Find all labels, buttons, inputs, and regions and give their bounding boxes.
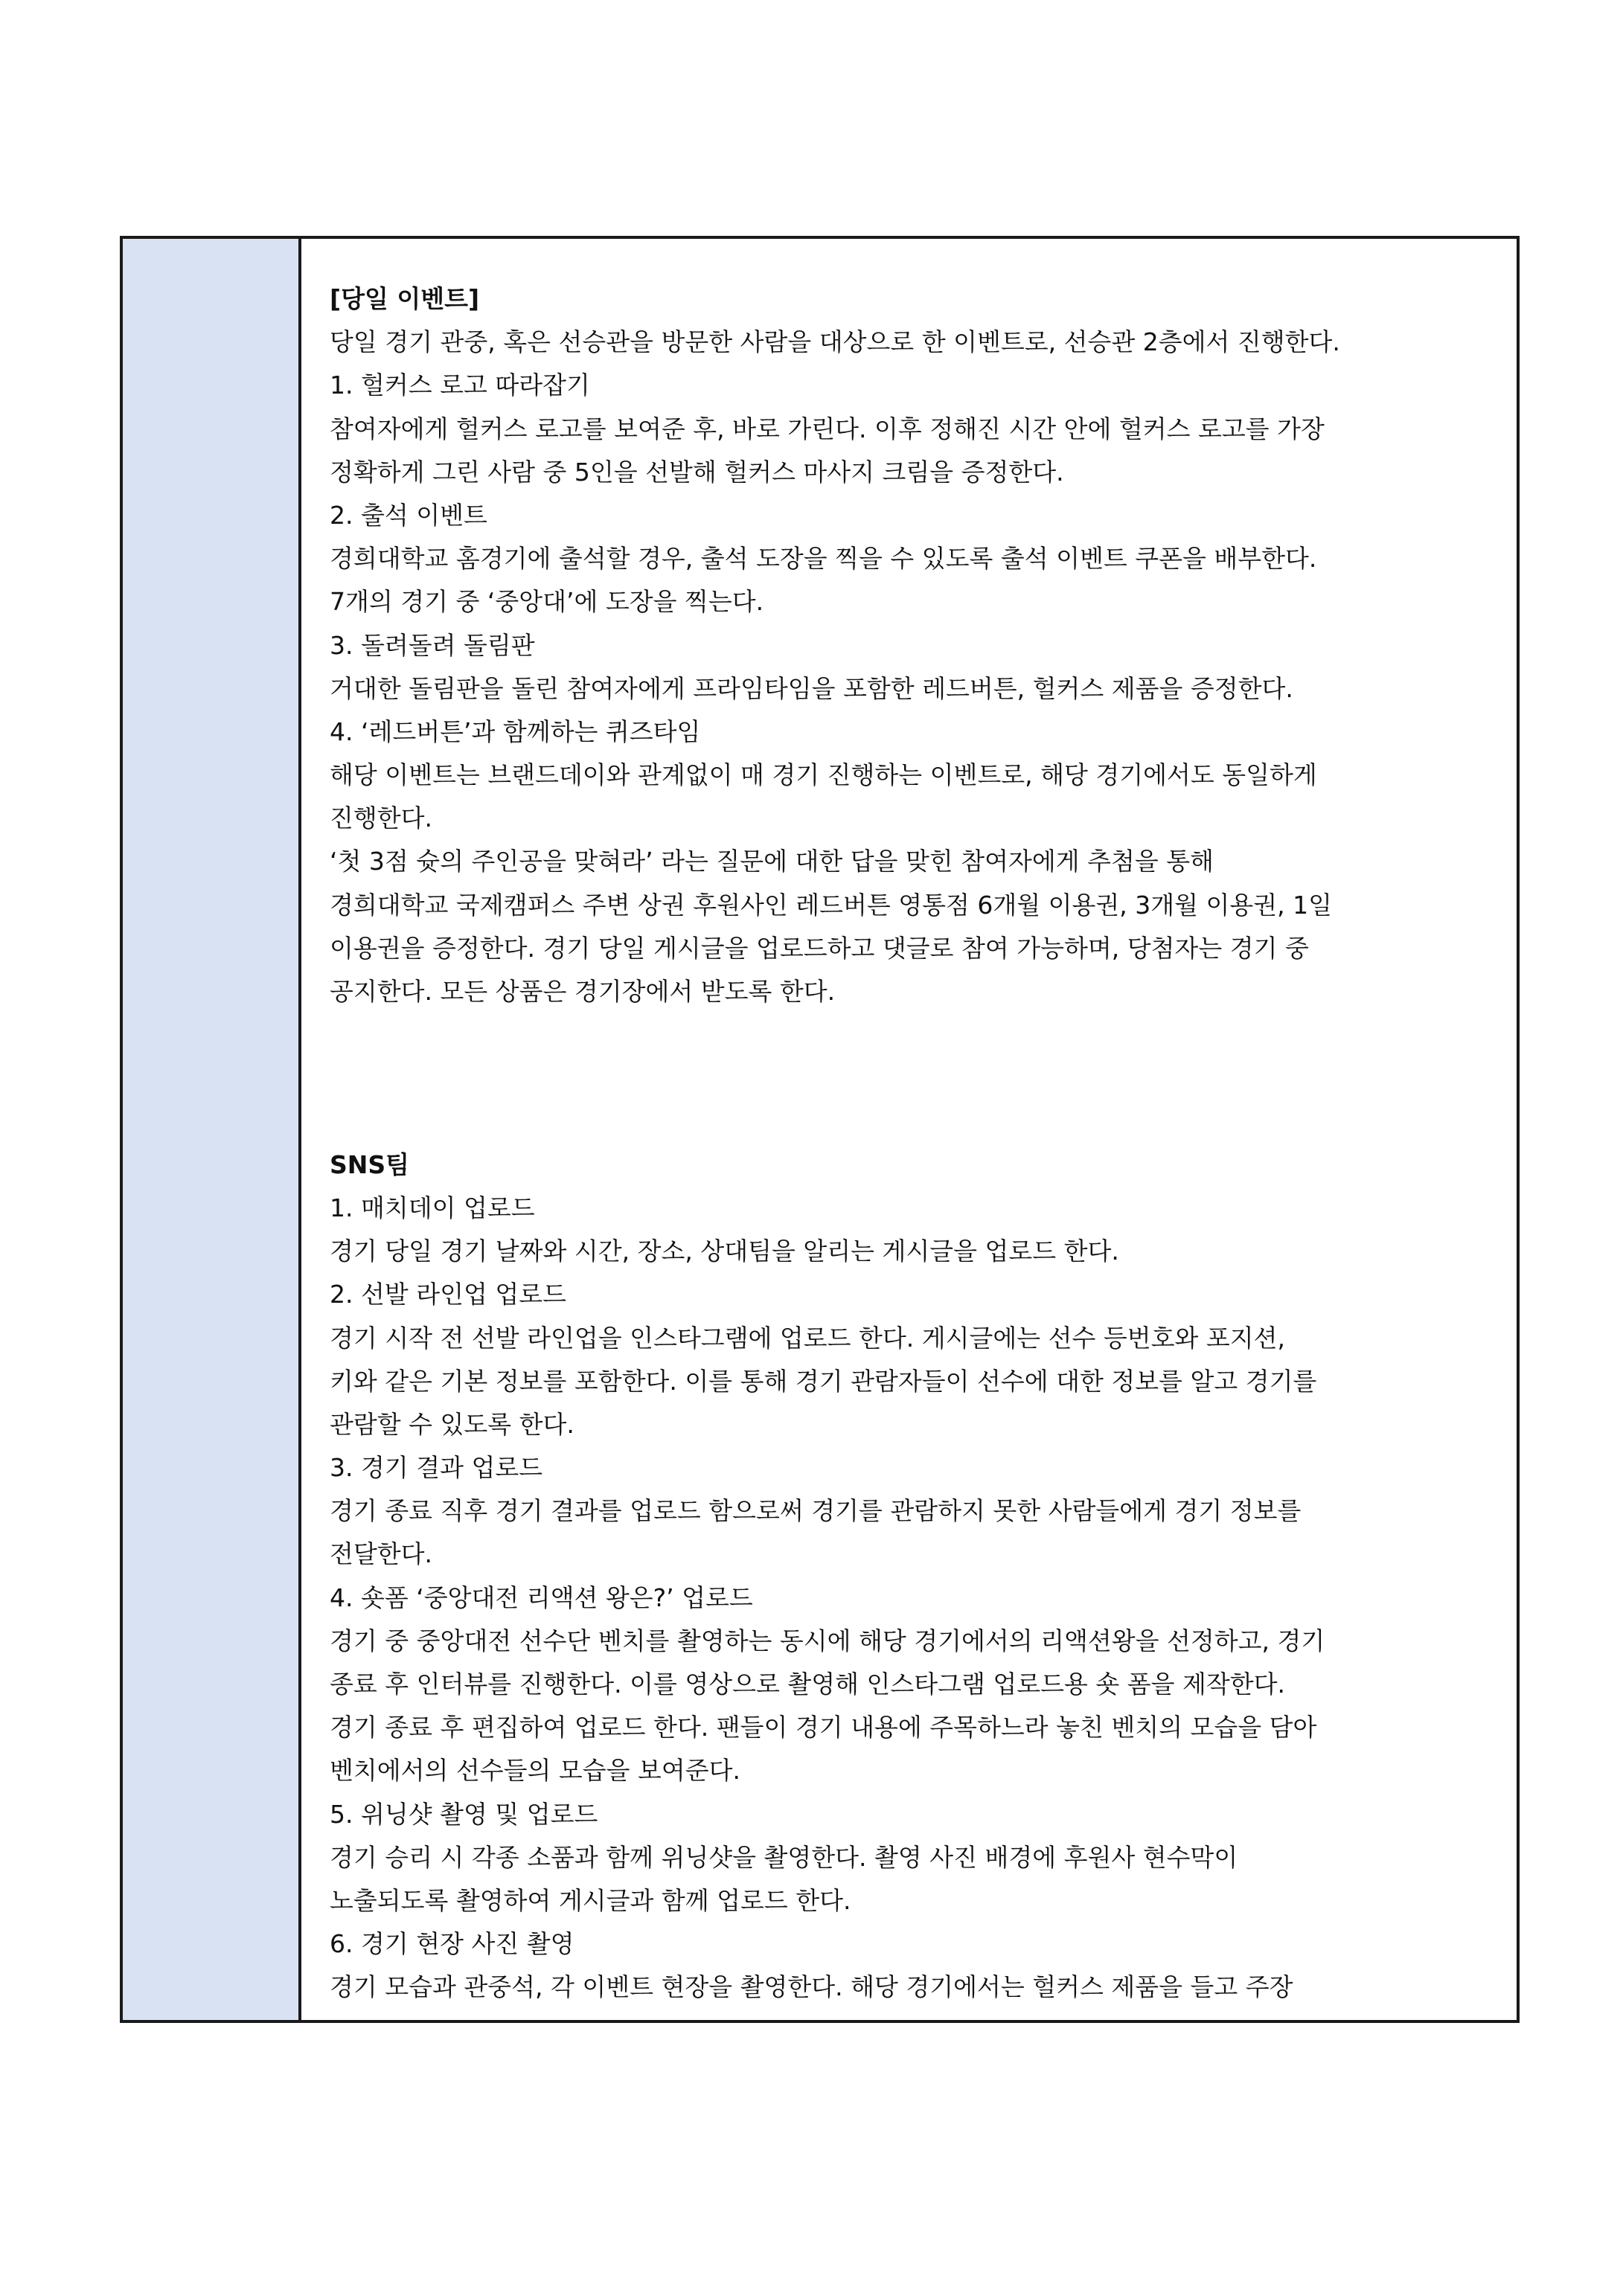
event-line: 거대한 돌림판을 돌린 참여자에게 프라임타임을 포함한 레드버튼, 헐커스 제품을 증정한다. xyxy=(330,673,1293,703)
sns-line: 3. 경기 결과 업로드 xyxy=(330,1453,543,1483)
event-line: 4. ‘레드버튼’과 함께하는 퀴즈타임 xyxy=(330,716,701,746)
sns-line: 2. 선발 라인업 업로드 xyxy=(330,1280,566,1309)
event-line: 진행한다. xyxy=(330,804,433,833)
event-line: 경희대학교 국제캠퍼스 주변 상권 후원사인 레드버튼 영통점 6개월 이용권, 3개월 이용권, 1일 xyxy=(330,890,1332,920)
sns-section xyxy=(330,1144,1512,2010)
sns-line: 4. 숏폼 ‘중앙대전 리액션 왕은?’ 업로드 xyxy=(330,1582,753,1612)
sns-line: 경기 종료 후 편집하여 업로드 한다. 팬들이 경기 내용에 주목하느라 놓친 벤치의 모습을 담아 xyxy=(330,1713,1317,1742)
event-line: ‘첫 3점 슛의 주인공을 맞혀라’ 라는 질문에 대한 답을 맞힌 참여자에게 추첨을 통해 xyxy=(330,847,1214,876)
sns-line: 관람할 수 있도록 한다. xyxy=(330,1409,574,1439)
sns-line: 경기 시작 전 선발 라인업을 인스타그램에 업로드 한다. 게시글에는 선수 등번호와 포지션, xyxy=(330,1323,1285,1353)
event-line: 해당 이벤트는 브랜드데이와 관계없이 매 경기 진행하는 이벤트로, 해당 경기에서도 동일하게 xyxy=(330,760,1317,790)
event-line: 참여자에게 헐커스 로고를 보여준 후, 바로 가린다. 이후 정해진 시간 안에 헐커스 로고를 가장 xyxy=(330,414,1325,443)
sns-line: 경기 종료 직후 경기 결과를 업로드 함으로써 경기를 관람하지 못한 사람들에게 경기 정보를 xyxy=(330,1496,1302,1526)
sns-line: 종료 후 인터뷰를 진행한다. 이를 영상으로 촬영해 인스타그램 업로드용 숏 폼을 제작한다. xyxy=(330,1670,1285,1699)
sns-heading: SNS팀 xyxy=(330,1149,410,1179)
event-line: 1. 헐커스 로고 따라잡기 xyxy=(330,371,590,400)
sns-line: 6. 경기 현장 사진 촬영 xyxy=(330,1929,574,1959)
document-table xyxy=(120,236,1520,2023)
event-line: 정확하게 그린 사람 중 5인을 선발해 헐커스 마사지 크림을 증정한다. xyxy=(330,457,1064,487)
sns-line: 키와 같은 기본 정보를 포함한다. 이를 통해 경기 관람자들이 선수에 대한 정보를 알고 경기를 xyxy=(330,1366,1317,1396)
event-line: 당일 경기 관중, 혹은 선승관을 방문한 사람을 대상으로 한 이벤트로, 선승관 2층에서 진행한다. xyxy=(330,327,1340,357)
table-content-cell xyxy=(301,239,1517,2020)
event-line: 2. 출석 이벤트 xyxy=(330,500,487,530)
sns-line: 경기 당일 경기 날짜와 시간, 장소, 상대팀을 알리는 게시글을 업로드 한다. xyxy=(330,1237,1119,1266)
sns-line: 벤치에서의 선수들의 모습을 보여준다. xyxy=(330,1756,741,1786)
event-line: 이용권을 증정한다. 경기 당일 게시글을 업로드하고 댓글로 참여 가능하며, 당첨자는 경기 중 xyxy=(330,933,1309,963)
event-line: 7개의 경기 중 ‘중앙대’에 도장을 찍는다. xyxy=(330,587,764,617)
sns-line: 경기 모습과 관중석, 각 이벤트 현장을 촬영한다. 해당 경기에서는 헐커스 제품을 들고 주장 xyxy=(330,1972,1293,2002)
event-line: 3. 돌려돌려 돌림판 xyxy=(330,630,535,660)
sns-line: 노출되도록 촬영하여 게시글과 함께 업로드 한다. xyxy=(330,1885,851,1915)
event-heading: [당일 이벤트] xyxy=(330,284,480,313)
sns-line: 1. 매치데이 업로드 xyxy=(330,1193,535,1222)
sns-line: 경기 승리 시 각종 소품과 함께 위닝샷을 촬영한다. 촬영 사진 배경에 후원사 현수막이 xyxy=(330,1842,1238,1872)
sns-line: 전달한다. xyxy=(330,1539,433,1569)
event-line: 경희대학교 홈경기에 출석할 경우, 출석 도장을 찍을 수 있도록 출석 이벤트 쿠폰을 배부한다. xyxy=(330,544,1317,574)
event-line: 공지한다. 모든 상품은 경기장에서 받도록 한다. xyxy=(330,977,836,1006)
section-spacer xyxy=(330,1013,1512,1144)
table-side-cell xyxy=(123,239,301,2020)
sns-line: 경기 중 중앙대전 선수단 벤치를 촬영하는 동시에 해당 경기에서의 리액션왕을 선정하고, 경기 xyxy=(330,1626,1325,1655)
sns-line: 5. 위닝샷 촬영 및 업로드 xyxy=(330,1799,598,1829)
event-section xyxy=(330,278,1512,1013)
